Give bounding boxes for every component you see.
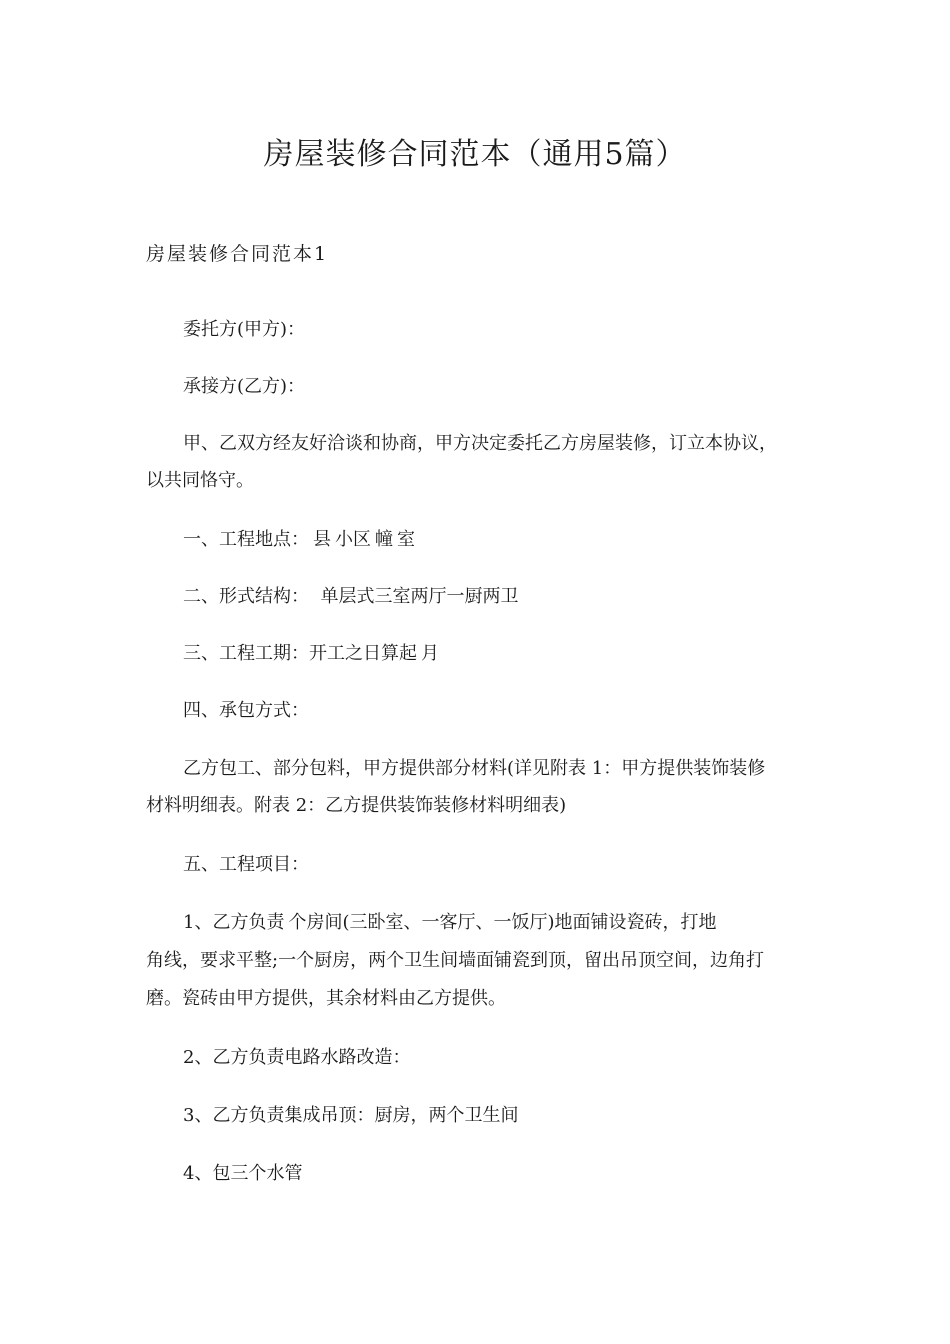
county-label: 县 [313,529,331,550]
party-a-line [146,311,806,349]
contract-mode-heading: 四、承包方式： [183,700,309,721]
contract-mode-line-2: 材料明细表。附表 2：乙方提供装饰装修材料明细表) [146,795,567,816]
party-a-label: 委托方(甲方)： [183,319,306,340]
item-1-prefix: 1、乙方负责 [183,912,285,933]
intro-line-1: 甲、乙双方经友好洽谈和协商，甲方决定委托乙方房屋装修，订立本协议， [183,433,777,454]
item-1-line-2: 角线，要求平整;一个厨房，两个卫生间墙面铺瓷到顶，留出吊顶空间，边角打 [146,950,765,971]
item-1-rest: 个房间(三卧室、一客厅、一饭厅)地面铺设瓷砖，打地 [288,912,717,933]
party-b-label: 承接方(乙方)： [183,376,306,397]
room-label: 室 [397,529,415,550]
period-label: 三、工程工期：开工之日算起 [183,643,417,664]
section-title: 房屋装修合同范本1 [146,243,329,265]
location-label: 一、工程地点： [183,529,309,550]
document-title: 房屋装修合同范本（通用5篇） [263,137,687,172]
contract-mode-line-1: 乙方包工、部分包料，甲方提供部分材料(详见附表 1：甲方提供装饰装修 [183,758,766,779]
location-line [146,521,806,559]
party-b-line [146,368,806,406]
item-4: 4、包三个水管 [183,1163,303,1184]
period-line [146,635,806,673]
item-1-line-3: 磨。瓷砖由甲方提供，其余材料由乙方提供。 [146,988,506,1009]
structure-line: 二、形式结构： 单层式三室两厅一厨两卫 [183,586,519,607]
building-label: 幢 [375,529,393,550]
item-1-line-1 [146,904,806,942]
period-unit: 月 [421,643,439,664]
community-label: 小区 [335,529,371,550]
intro-line-2: 以共同恪守。 [146,470,254,491]
item-3: 3、乙方负责集成吊顶：厨房，两个卫生间 [183,1105,519,1126]
items-heading: 五、工程项目： [183,854,309,875]
item-2: 2、乙方负责电路水路改造： [183,1047,411,1068]
